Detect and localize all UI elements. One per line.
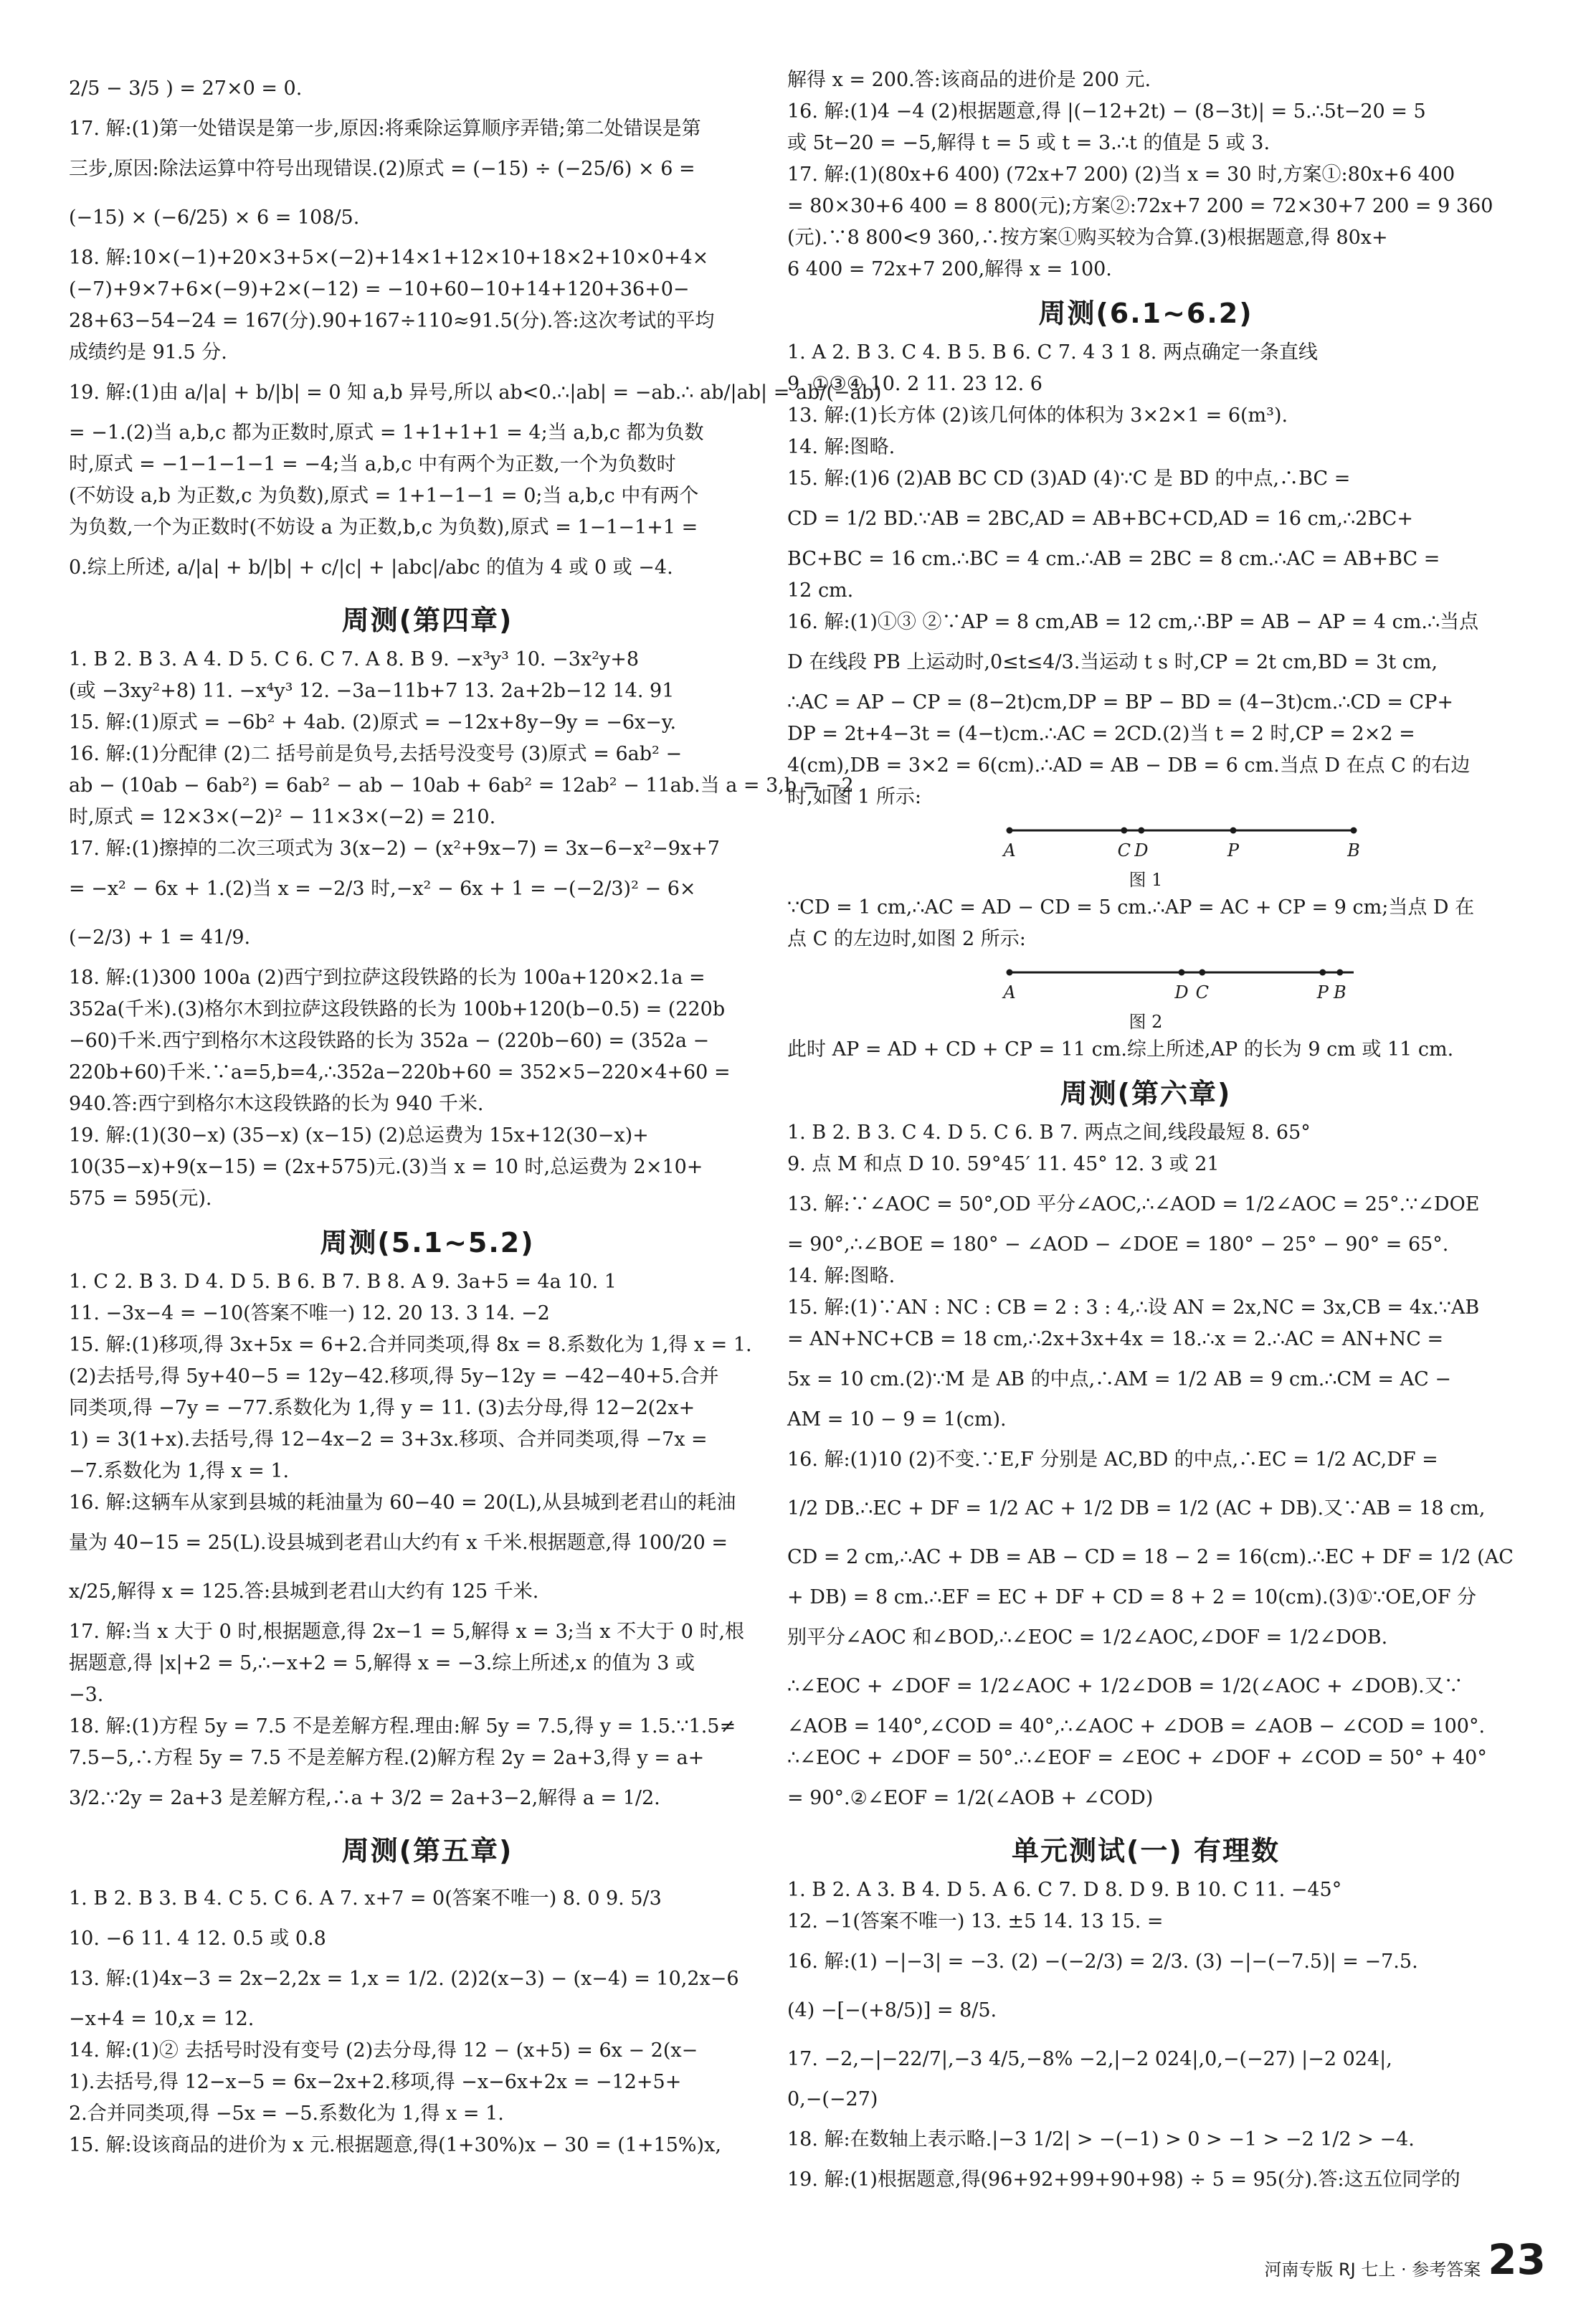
page-footer [1264,2235,1546,2284]
text-line: 4(cm),DB = 3×2 = 6(cm).∴AD = AB − DB = 6 cm.当点 D 在点 C 的右边 [787,754,1471,777]
point-label: A [1003,840,1016,861]
text-line: 14. 解:图略. [787,1265,896,1287]
section-heading: 单元测试(一) 有理数 [1012,1835,1280,1867]
segment-diagram-1-svg [1002,813,1361,868]
section-heading: 周测(6.1~6.2) [1038,298,1253,329]
text-line: BC+BC = 16 cm.∴BC = 4 cm.∴AB = 2BC = 8 cm.∴AC = AB+BC = [787,548,1440,570]
text-line: 0,−(−27) [787,2088,878,2110]
text-line: 据题意,得 |x|+2 = 5,∴−x+2 = 5,解得 x = −3.综上所述,x 的值为 3 或 [69,1652,695,1674]
text-line: 17. 解:(1)擦掉的二次三项式为 3(x−2) − (x²+9x−7) = 3x−6−x²−9x+7 [69,838,720,860]
figure-caption: 图 1 [1129,870,1163,890]
text-line: −x+4 = 10,x = 12. [69,2008,255,2030]
text-line: 0.综上所述, a/|a| + b/|b| + c/|c| + |abc|/abc 的值为 4 或 0 或 −4. [69,556,673,579]
text-line: (2)去括号,得 5y+40−5 = 12y−42.移项,得 5y−12y = −42−40+5.合并 [69,1365,719,1388]
point-label: P [1316,982,1329,1002]
text-line: ∴AC = AP − CP = (8−2t)cm,DP = BP − BD = (4−3t)cm.∴CD = CP+ [787,691,1453,714]
text-line: 575 = 595(元). [69,1188,212,1210]
point-label: B [1333,982,1346,1002]
segment-point [1138,828,1144,834]
text-line: 7.5−5,∴方程 5y = 7.5 不是差解方程.(2)解方程 2y = 2a+3,得 y = a+ [69,1747,705,1769]
segment-diagram-2 [1002,955,1361,1010]
text-line: 点 C 的左边时,如图 2 所示: [787,928,1026,950]
text-line: (不妨设 a,b 为正数,c 为负数),原式 = 1+1−1−1 = 0;当 a,b,c 中有两个 [69,485,699,507]
point-label: C [1117,840,1131,861]
text-line: 1. B 2. A 3. B 4. D 5. A 6. C 7. D 8. D 9. B 10. C 11. −45° [787,1879,1342,1901]
text-line: ∴∠EOC + ∠DOF = 1/2∠AOC + 1/2∠DOB = 1/2(∠AOC + ∠DOB).又∵ [787,1675,1463,1697]
text-line: 14. 解:(1)② 去括号时没有变号 (2)去分母,得 12 − (x+5) = 6x − 2(x− [69,2039,698,2062]
text-line: 解得 x = 200.答:该商品的进价是 200 元. [787,69,1151,91]
text-line: 18. 解:10×(−1)+20×3+5×(−2)+14×1+12×10+18×2+10×0+4× [69,247,709,269]
text-line: 此时 AP = AD + CD + CP = 11 cm.综上所述,AP 的长为 9 cm 或 11 cm. [787,1038,1454,1061]
text-line: 19. 解:(1)由 a/|a| + b/|b| = 0 知 a,b 异号,所以 ab<0.∴|ab| = −ab.∴ ab/|ab| = ab/(−ab) [69,381,882,404]
segment-point [1007,970,1013,976]
point-label: A [1003,982,1016,1002]
text-line: 量为 40−15 = 25(L).设县城到老君山大约有 x 千米.根据题意,得 100/20 = [69,1532,728,1554]
right-column [787,65,1514,2196]
text-line: 13. 解:(1)4x−3 = 2x−2,2x = 1,x = 1/2. (2)2(x−3) − (x−4) = 10,2x−6 [69,1968,739,1990]
segment-point [1199,970,1205,976]
text-line: 15. 解:(1)6 (2)AB BC CD (3)AD (4)∵C 是 BD 的中点,∴BC = [787,468,1351,490]
text-line: 10. −6 11. 4 12. 0.5 或 0.8 [69,1928,326,1950]
text-line: 18. 解:(1)方程 5y = 7.5 不是差解方程.理由:解 5y = 7.5,得 y = 1.5.∵1.5≠ [69,1715,736,1738]
text-line: 28+63−54−24 = 167(分).90+167÷110≈91.5(分).答:这次考试的平均 [69,310,715,332]
text-line: 940.答:西宁到格尔木这段铁路的长为 940 千米. [69,1093,484,1115]
text-line: 6 400 = 72x+7 200,解得 x = 100. [787,258,1112,280]
point-label: P [1227,840,1240,861]
point-label: B [1347,840,1360,861]
point-label: D [1134,840,1149,861]
text-line: (或 −3xy²+8) 11. −x⁴y³ 12. −3a−11b+7 13. 2a+2b−12 14. 91 [69,680,675,702]
text-line: ∴∠EOC + ∠DOF = 50°.∴∠EOF = ∠EOC + ∠DOF + ∠COD = 50° + 40° [787,1747,1487,1769]
segment-diagram-2-svg [1002,955,1361,1010]
text-line: (−7)+9×7+6×(−9)+2×(−12) = −10+60−10+14+120+36+0− [69,278,690,300]
text-line: 16. 解:(1)4 −4 (2)根据题意,得 |(−12+2t) − (8−3t)| = 5.∴5t−20 = 5 [787,100,1426,123]
text-line: ∠AOB = 140°,∠COD = 40°,∴∠AOC + ∠DOB = ∠AOB − ∠COD = 100°. [787,1715,1486,1738]
text-line: 18. 解:在数轴上表示略.|−3 1/2| > −(−1) > 0 > −1 > −2 1/2 > −4. [787,2128,1415,2151]
text-line: AM = 10 − 9 = 1(cm). [787,1408,1007,1431]
text-line: ∵CD = 1 cm,∴AC = AD − CD = 5 cm.∴AP = AC + CP = 9 cm;当点 D 在 [787,896,1475,919]
segment-point [1230,828,1237,834]
text-line: (4) −[−(+8/5)] = 8/5. [787,1999,997,2021]
text-line: 1. B 2. B 3. A 4. D 5. C 6. C 7. A 8. B 9. −x³y³ 10. −3x²y+8 [69,648,639,670]
text-line: D 在线段 PB 上运动时,0≤t≤4/3.当运动 t s 时,CP = 2t cm,BD = 3t cm, [787,651,1438,673]
text-line: = 80×30+6 400 = 8 800(元);方案②:72x+7 200 = 72×30+7 200 = 9 360 [787,195,1493,217]
text-line: 时,如图 1 所示: [787,786,922,808]
text-line: 13. 解:∵∠AOC = 50°,OD 平分∠AOC,∴∠AOD = 1/2∠AOC = 25°.∵∠DOE [787,1193,1480,1215]
text-line: 11. −3x−4 = −10(答案不唯一) 12. 20 13. 3 14. −2 [69,1302,550,1324]
point-label: C [1195,982,1209,1002]
text-line: 9. ①③④ 10. 2 11. 23 12. 6 [787,373,1042,395]
section-heading: 周测(第五章) [341,1835,513,1867]
text-line: DP = 2t+4−3t = (4−t)cm.∴AC = 2CD.(2)当 t = 2 时,CP = 2×2 = [787,723,1415,745]
text-line: 9. 点 M 和点 D 10. 59°45′ 11. 45° 12. 3 或 21 [787,1153,1220,1175]
text-line: −3. [69,1684,104,1706]
text-line: 2.合并同类项,得 −5x = −5.系数化为 1,得 x = 1. [69,2103,504,2125]
text-line: −60)千米.西宁到格尔木这段铁路的长为 352a − (220b−60) = (352a − [69,1030,710,1052]
text-line: 为负数,一个为正数时(不妨设 a 为正数,b,c 为负数),原式 = 1−1−1+1 = [69,516,698,539]
text-line: 三步,原因:除法运算中符号出现错误.(2)原式 = (−15) ÷ (−25/6) × 6 = [69,158,695,180]
text-line: 1/2 DB.∴EC + DF = 1/2 AC + 1/2 DB = 1/2 (AC + DB).又∵AB = 18 cm, [787,1497,1486,1520]
segment-point [1336,970,1343,976]
text-line: 16. 解:(1) −|−3| = −3. (2) −(−2/3) = 2/3. (3) −|−(−7.5)| = −7.5. [787,1950,1418,1973]
text-line: 1) = 3(1+x).去括号,得 12−4x−2 = 3+3x.移项、合并同类项,得 −7x = [69,1428,708,1451]
text-line: 17. 解:(1)(80x+6 400) (72x+7 200) (2)当 x = 30 时,方案①:80x+6 400 [787,163,1455,186]
text-line: 同类项,得 −7y = −77.系数化为 1,得 y = 11. (3)去分母,得 12−2(2x+ [69,1397,695,1419]
text-line: 19. 解:(1)(30−x) (35−x) (x−15) (2)总运费为 15x+12(30−x)+ [69,1124,649,1147]
page-number: 23 [1488,2235,1546,2284]
text-line: 16. 解:(1)分配律 (2)二 括号前是负号,去括号没变号 (3)原式 = 6ab² − [69,743,683,765]
segment-point [1319,970,1326,976]
segment-point [1179,970,1185,976]
section-heading: 周测(5.1~5.2) [320,1227,535,1258]
text-line: CD = 1/2 BD.∵AB = 2BC,AD = AB+BC+CD,AD = 16 cm,∴2BC+ [787,508,1413,530]
text-line: 10(35−x)+9(x−15) = (2x+575)元.(3)当 x = 10 时,总运费为 2×10+ [69,1156,703,1178]
text-line: = 90°,∴∠BOE = 180° − ∠AOD − ∠DOE = 180° − 25° − 90° = 65°. [787,1233,1449,1256]
text-line: 别平分∠AOC 和∠BOD,∴∠EOC = 1/2∠AOC,∠DOF = 1/2∠DOB. [787,1626,1388,1649]
segment-point [1121,828,1127,834]
text-line: 12 cm. [787,579,854,602]
text-line: 或 5t−20 = −5,解得 t = 5 或 t = 3.∴t 的值是 5 或 3. [787,132,1270,154]
text-line: ab − (10ab − 6ab²) = 6ab² − ab − 10ab + 6ab² = 12ab² − 11ab.当 a = 3,b = −2 [69,774,854,797]
text-line: 5x = 10 cm.(2)∵M 是 AB 的中点,∴AM = 1/2 AB = 9 cm.∴CM = AC − [787,1368,1451,1390]
text-line: 16. 解:(1)10 (2)不变.∵E,F 分别是 AC,BD 的中点,∴EC = 1/2 AC,DF = [787,1449,1438,1471]
text-line: 17. −2,−|−22/7|,−3 4/5,−8% −2,|−2 024|,0,−(−27) |−2 024|, [787,2048,1392,2070]
text-line: x/25,解得 x = 125.答:县城到老君山大约有 125 千米. [69,1580,539,1603]
text-line: 16. 解:(1)①③ ②∵AP = 8 cm,AB = 12 cm,∴BP = AB − AP = 4 cm.∴当点 [787,611,1479,633]
text-line: 时,原式 = −1−1−1−1 = −4;当 a,b,c 中有两个为正数,一个为负数时 [69,453,676,475]
section-heading: 周测(第六章) [1060,1078,1232,1109]
footer-label: 河南专版 RJ 七上 · 参考答案 [1264,2260,1481,2280]
text-line: 15. 解:设该商品的进价为 x 元.根据题意,得(1+30%)x − 30 = (1+15%)x, [69,2134,721,2156]
text-line: 16. 解:这辆车从家到县城的耗油量为 60−40 = 20(L),从县城到老君山的耗油 [69,1492,736,1514]
text-line: = AN+NC+CB = 18 cm,∴2x+3x+4x = 18.∴x = 2.∴AC = AN+NC = [787,1328,1444,1350]
segment-diagram-1 [1002,813,1361,868]
text-line: 1. B 2. B 3. B 4. C 5. C 6. A 7. x+7 = 0(答案不唯一) 8. 0 9. 5/3 [69,1887,662,1910]
text-line: 2/5 − 3/5 ) = 27×0 = 0. [69,77,303,100]
text-line: = −1.(2)当 a,b,c 都为正数时,原式 = 1+1+1+1 = 4;当 a,b,c 都为负数 [69,422,704,444]
text-line: 1. B 2. B 3. C 4. D 5. C 6. B 7. 两点之间,线段最短 8. 65° [787,1122,1311,1144]
text-line: 17. 解:(1)第一处错误是第一步,原因:将乘除运算顺序弄错;第二处错误是第 [69,118,701,140]
text-line: = −x² − 6x + 1.(2)当 x = −2/3 时,−x² − 6x + 1 = −(−2/3)² − 6× [69,878,696,900]
text-line: 17. 解:当 x 大于 0 时,根据题意,得 2x−1 = 5,解得 x = 3;当 x 不大于 0 时,根 [69,1621,745,1643]
text-line: −7.系数化为 1,得 x = 1. [69,1460,290,1482]
text-line: + DB) = 8 cm.∴EF = EC + DF + CD = 8 + 2 = 10(cm).(3)①∵OE,OF 分 [787,1586,1477,1608]
text-line: 352a(千米).(3)格尔木到拉萨这段铁路的长为 100b+120(b−0.5) = (220b [69,998,726,1020]
segment-point [1351,828,1357,834]
text-line: 220b+60)千米.∵a=5,b=4,∴352a−220b+60 = 352×5−220×4+60 = [69,1061,731,1084]
text-line: 1. A 2. B 3. C 4. B 5. B 6. C 7. 4 3 1 8. 两点确定一条直线 [787,341,1318,364]
text-line: 12. −1(答案不唯一) 13. ±5 14. 13 15. = [787,1910,1164,1933]
text-line: 1).去括号,得 12−x−5 = 6x−2x+2.移项,得 −x−6x+2x = −12+5+ [69,2071,682,2093]
text-line: (−15) × (−6/25) × 6 = 108/5. [69,207,360,229]
text-line: CD = 2 cm,∴AC + DB = AB − CD = 18 − 2 = 16(cm).∴EC + DF = 1/2 (AC [787,1546,1514,1568]
text-line: 13. 解:(1)长方体 (2)该几何体的体积为 3×2×1 = 6(m³). [787,404,1288,427]
text-line: 成绩约是 91.5 分. [69,341,227,364]
text-line: 14. 解:图略. [787,436,896,458]
segment-point [1007,828,1013,834]
figure-caption: 图 2 [1129,1012,1163,1032]
text-line: 时,原式 = 12×3×(−2)² − 11×3×(−2) = 210. [69,806,496,828]
text-line: 1. C 2. B 3. D 4. D 5. B 6. B 7. B 8. A 9. 3a+5 = 4a 10. 1 [69,1271,617,1293]
text-line: = 90°.②∠EOF = 1/2(∠AOB + ∠COD) [787,1787,1154,1809]
text-line: 18. 解:(1)300 100a (2)西宁到拉萨这段铁路的长为 100a+120×2.1a = [69,967,706,989]
text-line: 15. 解:(1)原式 = −6b² + 4ab. (2)原式 = −12x+8y−9y = −6x−y. [69,711,677,734]
text-line: (元).∵8 800<9 360,∴按方案①购买较为合算.(3)根据题意,得 80x+ [787,227,1388,249]
text-line: 3/2.∵2y = 2a+3 是差解方程,∴a + 3/2 = 2a+3−2,解得 a = 1/2. [69,1787,660,1809]
text-line: (−2/3) + 1 = 41/9. [69,926,251,949]
text-line: 15. 解:(1)移项,得 3x+5x = 6+2.合并同类项,得 8x = 8.系数化为 1,得 x = 1. [69,1334,752,1356]
text-line: 19. 解:(1)根据题意,得(96+92+99+90+98) ÷ 5 = 95(分).答:这五位同学的 [787,2168,1460,2191]
text-line: 15. 解:(1)∵AN : NC : CB = 2 : 3 : 4,∴设 AN = 2x,NC = 3x,CB = 4x.∵AB [787,1297,1480,1319]
section-heading: 周测(第四章) [341,605,513,636]
point-label: D [1174,982,1189,1002]
